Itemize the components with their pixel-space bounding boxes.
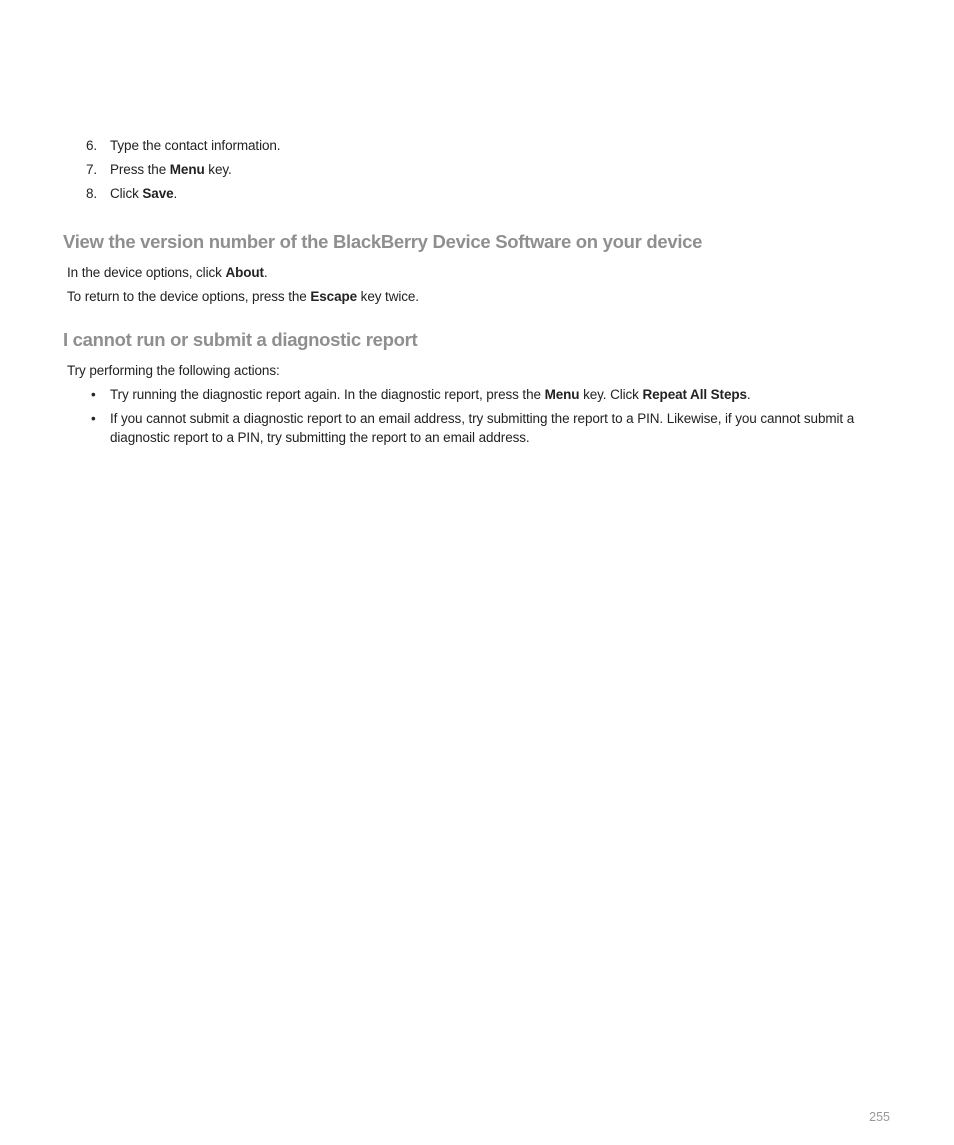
bullet-marker: • [91, 411, 96, 426]
step-number: 6. [86, 138, 98, 153]
step-keyword: Menu [169, 162, 205, 177]
list-item [91, 409, 891, 447]
list-item [91, 385, 891, 404]
list-item [86, 136, 280, 160]
bullet-text-suffix: . [746, 387, 751, 402]
list-item [86, 160, 280, 184]
page-number: 255 [869, 1110, 890, 1124]
paragraph-keyword: About [225, 265, 264, 280]
paragraph-text-suffix: . [263, 265, 268, 280]
list-item [86, 184, 280, 208]
bullet-text: If you cannot submit a diagnostic report to an email address, try submitting the report to a PIN. Likewise, if you cannot submit a diagnostic report to a PIN, try submitting the report to an email address. [110, 411, 855, 445]
step-text: Press the [110, 162, 170, 177]
step-text: Type the contact information. [110, 138, 281, 153]
step-number: 8. [86, 186, 98, 201]
bullet-keyword-repeat: Repeat All Steps [642, 387, 747, 402]
paragraph-text: To return to the device options, press the [67, 289, 311, 304]
bullet-keyword-menu: Menu [544, 387, 580, 402]
paragraph-about [67, 263, 268, 282]
bullet-text: Try running the diagnostic report again. In the diagnostic report, press the [110, 387, 545, 402]
paragraph-escape [67, 287, 419, 306]
step-text-suffix: . [173, 186, 178, 201]
paragraph-text: In the device options, click [67, 265, 226, 280]
bulleted-actions-list [91, 385, 891, 452]
numbered-steps-list [86, 136, 280, 208]
bullet-marker: • [91, 387, 96, 402]
step-text-suffix: key. [204, 162, 232, 177]
paragraph-keyword: Escape [310, 289, 358, 304]
section-heading-diagnostic-report: I cannot run or submit a diagnostic report [63, 329, 418, 350]
bullet-text-mid: key. Click [579, 387, 643, 402]
paragraph-intro: Try performing the following actions: [67, 363, 280, 378]
paragraph-text-suffix: key twice. [357, 289, 419, 304]
step-text: Click [110, 186, 143, 201]
step-keyword: Save [142, 186, 174, 201]
step-number: 7. [86, 162, 98, 177]
section-heading-version-number: View the version number of the BlackBerry Device Software on your device [63, 231, 703, 252]
